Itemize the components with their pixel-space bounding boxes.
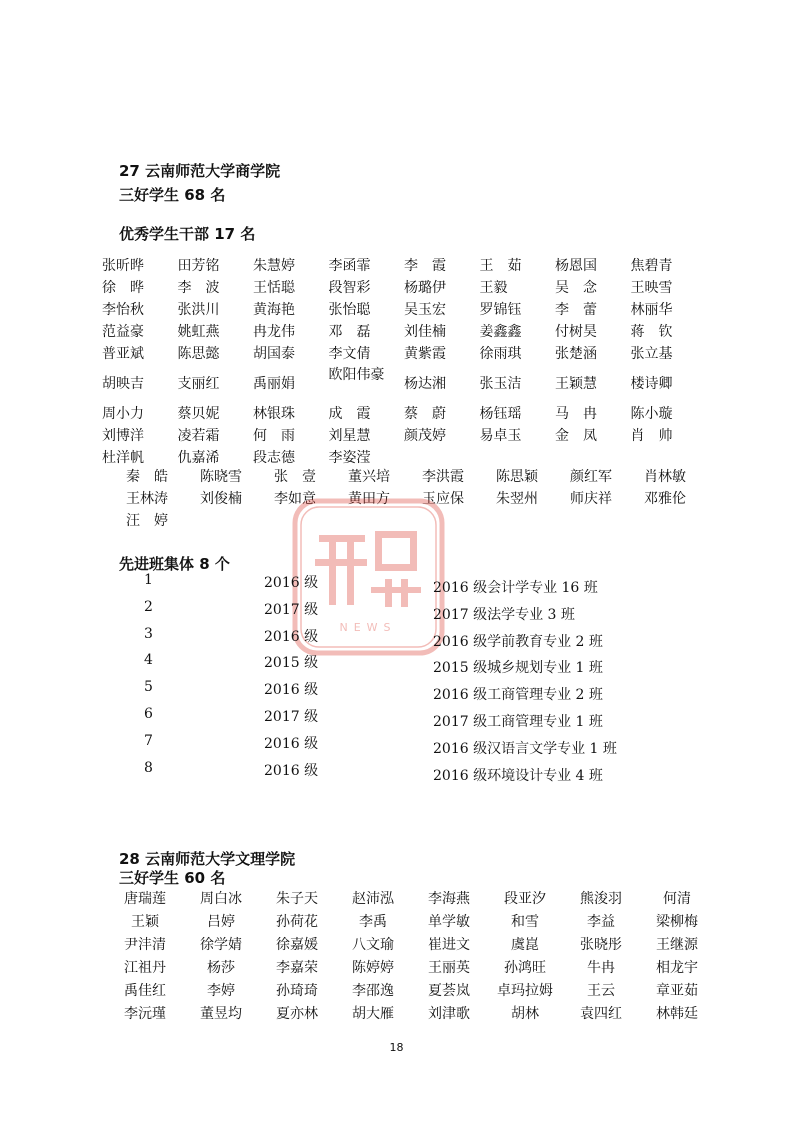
student-name: 赵沛泓 [352, 891, 394, 907]
student-name: 胡林 [511, 1006, 539, 1022]
class-number: 1 [144, 572, 153, 588]
cadre-name: 秦 皓 [126, 469, 168, 485]
student-name: 蒋 钦 [630, 324, 673, 340]
student-name: 普亚斌 [102, 346, 144, 362]
student-name: 李姿滢 [328, 450, 371, 466]
student-name: 王颖 [131, 914, 159, 930]
student-name: 杨璐伊 [404, 280, 446, 296]
class-number: 2 [144, 598, 153, 615]
class-year: 2016 级 [264, 735, 319, 752]
cadre-name: 刘俊楠 [200, 491, 242, 507]
student-name: 和雪 [511, 914, 539, 930]
student-name: 张玉洁 [479, 376, 522, 392]
section-28-title: 28 云南师范大学文理学院 [119, 850, 296, 868]
student-name: 何清 [663, 891, 691, 907]
student-name: 段智彩 [328, 280, 371, 296]
student-name: 吴 念 [555, 280, 597, 296]
class-year: 2016 级 [264, 575, 319, 591]
student-name: 姜鑫鑫 [479, 324, 522, 340]
class-row [0, 626, 793, 650]
student-name: 张昕晔 [102, 258, 144, 274]
class-name: 2017 级法学专业 3 班 [433, 606, 575, 623]
student-name: 蔡 蔚 [404, 406, 446, 422]
student-name: 李嘉荣 [276, 960, 318, 976]
student-name: 禹丽娟 [253, 376, 295, 392]
student-name: 朱慧婷 [253, 258, 295, 274]
student-name: 江祖丹 [124, 960, 166, 976]
student-name: 吕婷 [207, 914, 235, 930]
class-row [0, 572, 793, 596]
student-name: 李函霏 [328, 258, 371, 274]
student-name: 胡国泰 [253, 346, 295, 362]
student-name: 刘博洋 [102, 428, 144, 444]
student-name: 夏亦林 [276, 1006, 318, 1022]
student-name: 段亚汐 [504, 891, 546, 907]
student-name: 张楚涵 [555, 346, 597, 362]
student-name: 李文倩 [328, 346, 371, 362]
student-name: 张怡聪 [328, 302, 371, 318]
student-name: 张洪川 [177, 302, 220, 318]
student-name: 单学敏 [428, 914, 470, 930]
student-name: 刘津歌 [428, 1006, 470, 1022]
cadre-name: 汪 婷 [126, 513, 168, 529]
class-row [0, 760, 793, 784]
class-name: 2017 级工商管理专业 1 班 [433, 714, 603, 730]
student-name: 仇嘉浠 [177, 450, 220, 466]
student-name: 李怡秋 [102, 302, 144, 318]
student-name: 虞崑 [511, 937, 539, 953]
student-name: 王继源 [656, 937, 698, 953]
student-name: 楼诗卿 [630, 376, 673, 392]
student-name: 王毅 [479, 280, 508, 296]
student-name: 马 冉 [555, 406, 597, 422]
cadre-name: 颜红军 [570, 469, 612, 485]
class-name: 2016 级会计学专业 16 班 [433, 580, 598, 596]
student-name: 林丽华 [630, 302, 673, 318]
cadre-name: 李洪霞 [422, 469, 464, 485]
student-name: 金 凤 [555, 428, 597, 444]
student-name: 徐雨琪 [479, 346, 522, 362]
student-name: 成 霞 [328, 406, 371, 422]
student-name: 支丽红 [177, 376, 220, 392]
student-name: 李 霞 [404, 258, 446, 274]
student-name: 唐瑞莲 [124, 891, 166, 907]
class-year: 2017 级 [264, 601, 319, 618]
student-name: 朱子天 [276, 891, 318, 907]
class-year: 2016 级 [264, 762, 319, 779]
student-name: 章亚茹 [656, 983, 698, 999]
student-name: 付树昊 [555, 324, 597, 340]
cadre-name: 朱翌州 [496, 491, 538, 507]
student-name: 凌若霜 [177, 428, 220, 444]
class-name: 2015 级城乡规划专业 1 班 [433, 660, 603, 677]
student-name: 李海燕 [428, 891, 470, 907]
class-name: 2016 级环境设计专业 4 班 [433, 767, 603, 784]
student-name: 李禹 [359, 914, 387, 930]
student-name: 尹沣清 [124, 937, 166, 953]
cadre-name: 王林涛 [126, 491, 168, 507]
student-name: 夏荟岚 [428, 983, 470, 999]
student-name: 杨恩国 [555, 258, 597, 274]
student-name: 冉龙伟 [253, 324, 295, 340]
class-row [0, 733, 793, 757]
student-name: 蔡贝妮 [177, 406, 220, 422]
class-name: 2016 级工商管理专业 2 班 [433, 687, 603, 704]
section-27-title: 27 云南师范大学商学院 [119, 162, 281, 180]
cadre-name: 黄田方 [348, 491, 390, 507]
student-name: 孙琦琦 [276, 983, 318, 999]
student-name: 李 波 [177, 280, 220, 296]
student-name: 牛冉 [587, 960, 615, 976]
class-row [0, 599, 793, 623]
student-name: 范益豪 [102, 324, 144, 340]
student-name: 黄海艳 [253, 302, 295, 318]
student-name: 刘星慧 [328, 428, 371, 444]
student-name: 周白冰 [200, 891, 242, 907]
student-name: 王映雪 [630, 280, 673, 296]
student-name: 王 茹 [479, 258, 522, 274]
student-name: 杨达湘 [404, 376, 446, 392]
student-name: 徐嘉媛 [276, 937, 318, 953]
student-name: 黄紫霞 [404, 346, 446, 362]
student-name: 卓玛拉姆 [497, 983, 553, 999]
student-name: 胡映吉 [102, 376, 144, 392]
class-number: 6 [144, 706, 153, 722]
cadre-name: 陈思颖 [496, 469, 538, 485]
class-number: 3 [144, 625, 153, 642]
student-name: 杨莎 [207, 960, 235, 976]
student-name: 徐 晔 [102, 280, 144, 296]
student-name: 张晓彤 [580, 937, 622, 953]
student-name: 王丽英 [428, 960, 470, 976]
section-27-classes-heading: 先进班集体 8 个 [119, 555, 230, 573]
student-name: 张立基 [630, 346, 673, 362]
watermark-text: NEWS [339, 621, 397, 634]
class-name: 2016 级汉语言文学专业 1 班 [433, 740, 617, 757]
student-name: 徐学婧 [200, 937, 242, 953]
section-28-merit-heading: 三好学生 60 名 [119, 869, 226, 887]
cadre-name: 师庆祥 [570, 491, 612, 507]
section-27-cadres-heading: 优秀学生干部 17 名 [119, 225, 256, 243]
class-number: 4 [144, 652, 153, 669]
student-name: 易卓玉 [479, 428, 522, 444]
class-name: 2016 级学前教育专业 2 班 [433, 633, 603, 650]
student-name: 何 雨 [253, 428, 295, 444]
student-name: 周小力 [102, 406, 144, 422]
student-name: 杨钰瑶 [479, 406, 522, 422]
cadre-name: 玉应保 [422, 491, 464, 507]
student-name: 林银珠 [253, 406, 295, 422]
cadre-name: 陈晓雪 [200, 469, 242, 485]
student-name: 孙鸿旺 [504, 960, 546, 976]
cadre-name: 李如意 [274, 491, 316, 507]
student-name: 肖 帅 [630, 428, 673, 444]
student-name: 胡大雁 [352, 1006, 394, 1022]
student-name: 王云 [587, 983, 615, 999]
student-name: 林韩廷 [656, 1006, 698, 1022]
student-name: 袁四红 [580, 1006, 622, 1022]
class-year: 2015 级 [264, 655, 319, 672]
class-row [0, 652, 793, 676]
class-number: 7 [144, 732, 153, 749]
student-name: 姚虹燕 [177, 324, 220, 340]
class-row [0, 706, 793, 730]
cadre-name: 邓雅伦 [644, 491, 686, 507]
student-name: 李沅瑾 [124, 1006, 166, 1022]
student-name: 杜洋帆 [102, 450, 144, 466]
page-number: 18 [389, 1041, 404, 1054]
student-name: 禹佳红 [124, 983, 166, 999]
student-name: 李益 [587, 914, 615, 930]
student-name: 焦碧青 [630, 258, 673, 274]
student-name: 欧阳伟豪 [328, 367, 385, 383]
student-name: 段志德 [253, 450, 295, 466]
class-number: 5 [144, 679, 153, 696]
cadre-name: 张 壹 [274, 469, 316, 485]
student-name: 熊浚羽 [580, 891, 622, 907]
student-name: 陈小璇 [630, 406, 673, 422]
student-name: 梁柳梅 [656, 914, 698, 930]
class-row [0, 679, 793, 703]
student-name: 相龙宇 [656, 960, 698, 976]
student-name: 陈婷婷 [352, 960, 394, 976]
cadre-name: 董兴培 [348, 469, 390, 485]
student-name: 吴玉宏 [404, 302, 446, 318]
class-year: 2017 级 [264, 709, 319, 725]
student-name: 陈思懿 [177, 346, 220, 362]
student-name: 颜茂婷 [404, 428, 446, 444]
student-name: 李 蕾 [555, 302, 597, 318]
student-name: 王恬聪 [253, 280, 295, 296]
student-name: 田芳铭 [177, 258, 220, 274]
student-name: 王颖慧 [555, 376, 597, 392]
class-year: 2016 级 [264, 682, 319, 699]
student-name: 李邵逸 [352, 983, 394, 999]
student-name: 孙荷花 [276, 914, 318, 930]
student-name: 崔进文 [428, 937, 470, 953]
class-number: 8 [144, 759, 153, 776]
class-year: 2016 级 [264, 628, 319, 645]
student-name: 邓 磊 [328, 324, 371, 340]
student-name: 刘佳楠 [404, 324, 446, 340]
student-name: 八文瑜 [352, 937, 394, 953]
student-name: 罗锦钰 [479, 302, 522, 318]
student-name: 董昱均 [200, 1006, 242, 1022]
student-name: 李婷 [207, 983, 235, 999]
cadre-name: 肖林敏 [644, 469, 686, 485]
section-27-merit-heading: 三好学生 68 名 [119, 186, 226, 204]
